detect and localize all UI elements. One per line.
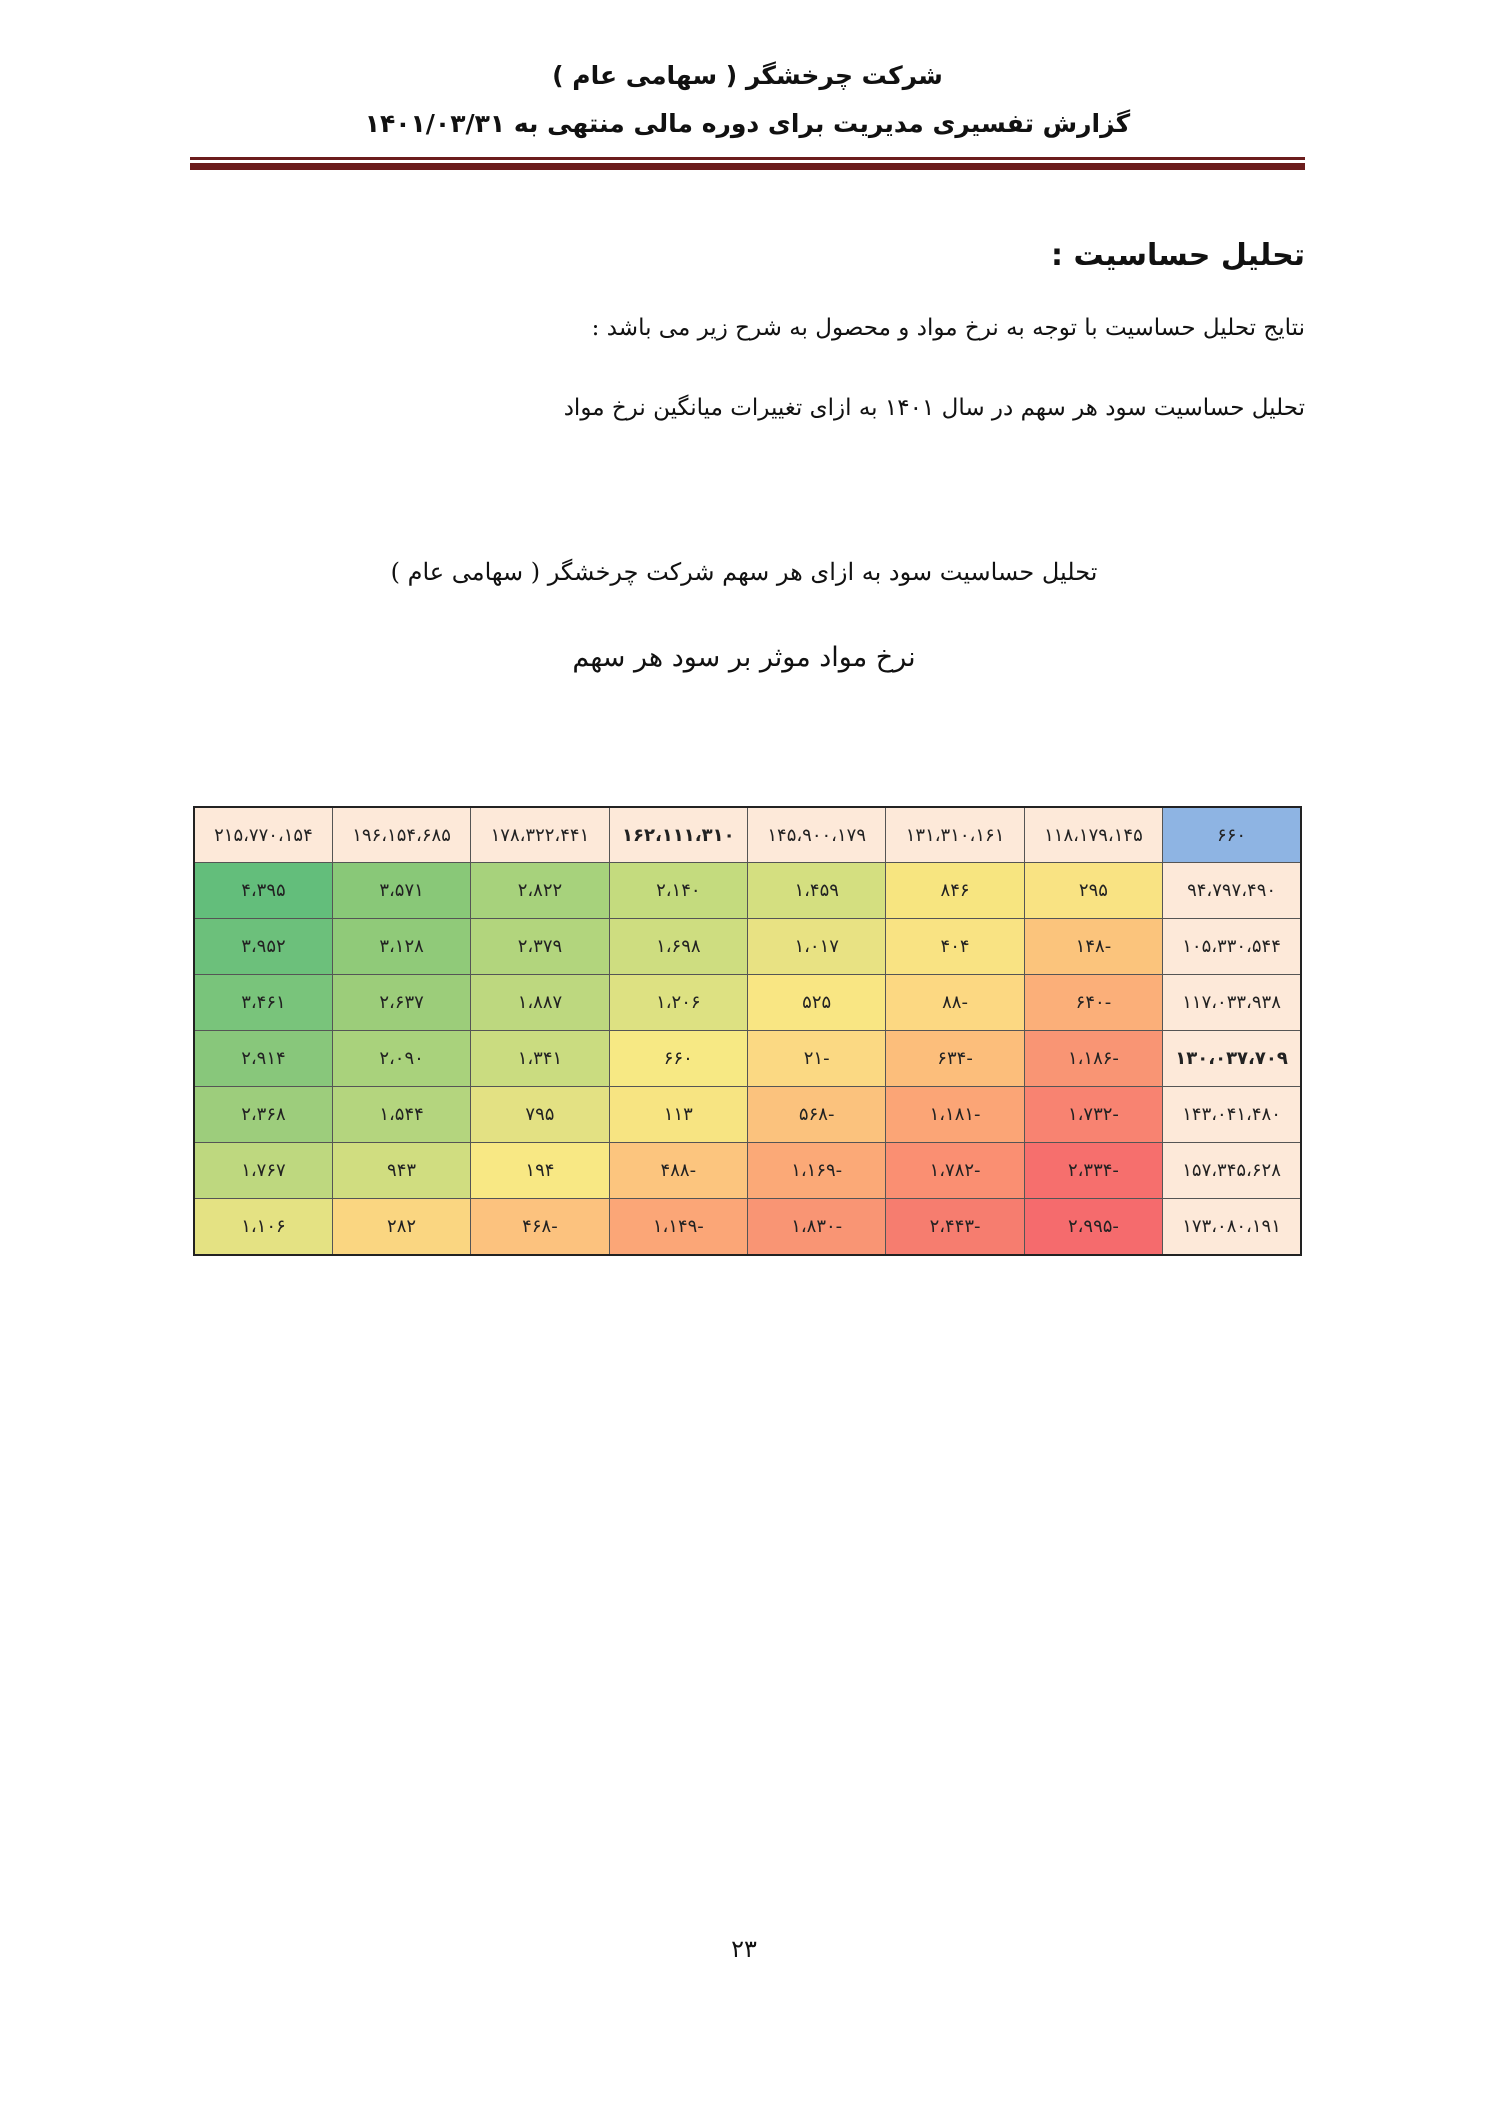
- column-header: ۱۹۶،۱۵۴،۶۸۵: [332, 807, 470, 863]
- value-cell: ۷۹۵: [471, 1087, 609, 1143]
- value-cell: ۲،۸۲۲: [471, 863, 609, 919]
- row-header: ۱۳۰،۰۳۷،۷۰۹: [1163, 1031, 1301, 1087]
- table-caption-title: تحلیل حساسیت سود به ازای هر سهم شرکت چرخشگر ( سهامی عام ): [390, 558, 1098, 586]
- company-name: شرکت چرخشگر ( سهامی عام ): [552, 61, 943, 90]
- table-row: [194, 1087, 1301, 1143]
- value-cell: ۱،۱۰۶: [194, 1199, 332, 1256]
- table-row: [194, 1143, 1301, 1199]
- table-corner-cell: ۶۶۰: [1163, 807, 1301, 863]
- sensitivity-table-container: [193, 806, 1302, 1256]
- value-cell: -۱،۱۸۱: [886, 1087, 1024, 1143]
- value-cell: ۱۱۳: [609, 1087, 747, 1143]
- row-header: ۱۱۷،۰۳۳،۹۳۸: [1163, 975, 1301, 1031]
- value-cell: -۱،۱۶۹: [748, 1143, 886, 1199]
- value-cell: ۱،۷۶۷: [194, 1143, 332, 1199]
- table-row: [194, 975, 1301, 1031]
- value-cell: -۱۴۸: [1024, 919, 1162, 975]
- header-rule-thick: [190, 163, 1305, 170]
- value-cell: ۲،۰۹۰: [332, 1031, 470, 1087]
- value-cell: ۴۰۴: [886, 919, 1024, 975]
- report-title: گزارش تفسیری مدیریت برای دوره مالی منتهی به ۱۴۰۱/۰۳/۳۱: [364, 109, 1131, 138]
- value-cell: ۳،۴۶۱: [194, 975, 332, 1031]
- value-cell: -۲۱: [748, 1031, 886, 1087]
- value-cell: -۱،۷۳۲: [1024, 1087, 1162, 1143]
- value-cell: ۱،۴۵۹: [748, 863, 886, 919]
- sensitivity-table: [193, 806, 1302, 1256]
- value-cell: ۱،۵۴۴: [332, 1087, 470, 1143]
- column-header: ۱۴۵،۹۰۰،۱۷۹: [748, 807, 886, 863]
- value-cell: ۲،۱۴۰: [609, 863, 747, 919]
- value-cell: -۸۸: [886, 975, 1024, 1031]
- section-title: تحلیل حساسیت :: [1051, 238, 1305, 273]
- value-cell: ۱،۰۱۷: [748, 919, 886, 975]
- value-cell: ۳،۹۵۲: [194, 919, 332, 975]
- value-cell: ۴،۳۹۵: [194, 863, 332, 919]
- column-header: ۲۱۵،۷۷۰،۱۵۴: [194, 807, 332, 863]
- value-cell: ۱،۶۹۸: [609, 919, 747, 975]
- value-cell: ۹۴۳: [332, 1143, 470, 1199]
- column-header: ۱۶۲،۱۱۱،۳۱۰: [609, 807, 747, 863]
- header-rule-thin: [190, 157, 1305, 160]
- value-cell: -۴۸۸: [609, 1143, 747, 1199]
- value-cell: ۶۶۰: [609, 1031, 747, 1087]
- value-cell: ۲،۳۷۹: [471, 919, 609, 975]
- value-cell: -۶۴۰: [1024, 975, 1162, 1031]
- value-cell: ۵۲۵: [748, 975, 886, 1031]
- value-cell: ۲،۳۶۸: [194, 1087, 332, 1143]
- value-cell: -۱،۱۴۹: [609, 1199, 747, 1256]
- page-number: ۲۳: [731, 1935, 757, 1963]
- value-cell: -۱،۱۸۶: [1024, 1031, 1162, 1087]
- row-header: ۱۴۳،۰۴۱،۴۸۰: [1163, 1087, 1301, 1143]
- value-cell: ۲،۹۱۴: [194, 1031, 332, 1087]
- table-row: [194, 919, 1301, 975]
- value-cell: -۴۶۸: [471, 1199, 609, 1256]
- value-cell: ۲۹۵: [1024, 863, 1162, 919]
- value-cell: -۵۶۸: [748, 1087, 886, 1143]
- row-header: ۹۴،۷۹۷،۴۹۰: [1163, 863, 1301, 919]
- value-cell: ۱۹۴: [471, 1143, 609, 1199]
- subtitle-paragraph: تحلیل حساسیت سود هر سهم در سال ۱۴۰۱ به ازای تغییرات میانگین نرخ مواد: [563, 395, 1305, 421]
- value-cell: ۱،۳۴۱: [471, 1031, 609, 1087]
- value-cell: -۲،۹۹۵: [1024, 1199, 1162, 1256]
- table-header-row: [194, 807, 1301, 863]
- column-header: ۱۱۸،۱۷۹،۱۴۵: [1024, 807, 1162, 863]
- value-cell: -۱،۷۸۲: [886, 1143, 1024, 1199]
- document-header: [190, 52, 1305, 148]
- row-header: ۱۵۷،۳۴۵،۶۲۸: [1163, 1143, 1301, 1199]
- value-cell: ۲۸۲: [332, 1199, 470, 1256]
- row-header: ۱۷۳،۰۸۰،۱۹۱: [1163, 1199, 1301, 1256]
- table-row: [194, 1199, 1301, 1256]
- value-cell: ۸۴۶: [886, 863, 1024, 919]
- value-cell: ۱،۲۰۶: [609, 975, 747, 1031]
- value-cell: ۱،۸۸۷: [471, 975, 609, 1031]
- row-header: ۱۰۵،۳۳۰،۵۴۴: [1163, 919, 1301, 975]
- value-cell: -۱،۸۳۰: [748, 1199, 886, 1256]
- value-cell: ۳،۵۷۱: [332, 863, 470, 919]
- table-caption-subtitle: نرخ مواد موثر بر سود هر سهم: [572, 642, 916, 673]
- table-row: [194, 863, 1301, 919]
- column-header: ۱۳۱،۳۱۰،۱۶۱: [886, 807, 1024, 863]
- value-cell: ۲،۶۳۷: [332, 975, 470, 1031]
- intro-paragraph: نتایج تحلیل حساسیت با توجه به نرخ مواد و محصول به شرح زیر می باشد :: [591, 315, 1305, 341]
- value-cell: -۲،۳۳۴: [1024, 1143, 1162, 1199]
- value-cell: ۳،۱۲۸: [332, 919, 470, 975]
- table-row: [194, 1031, 1301, 1087]
- value-cell: -۶۳۴: [886, 1031, 1024, 1087]
- value-cell: -۲،۴۴۳: [886, 1199, 1024, 1256]
- column-header: ۱۷۸،۳۲۲،۴۴۱: [471, 807, 609, 863]
